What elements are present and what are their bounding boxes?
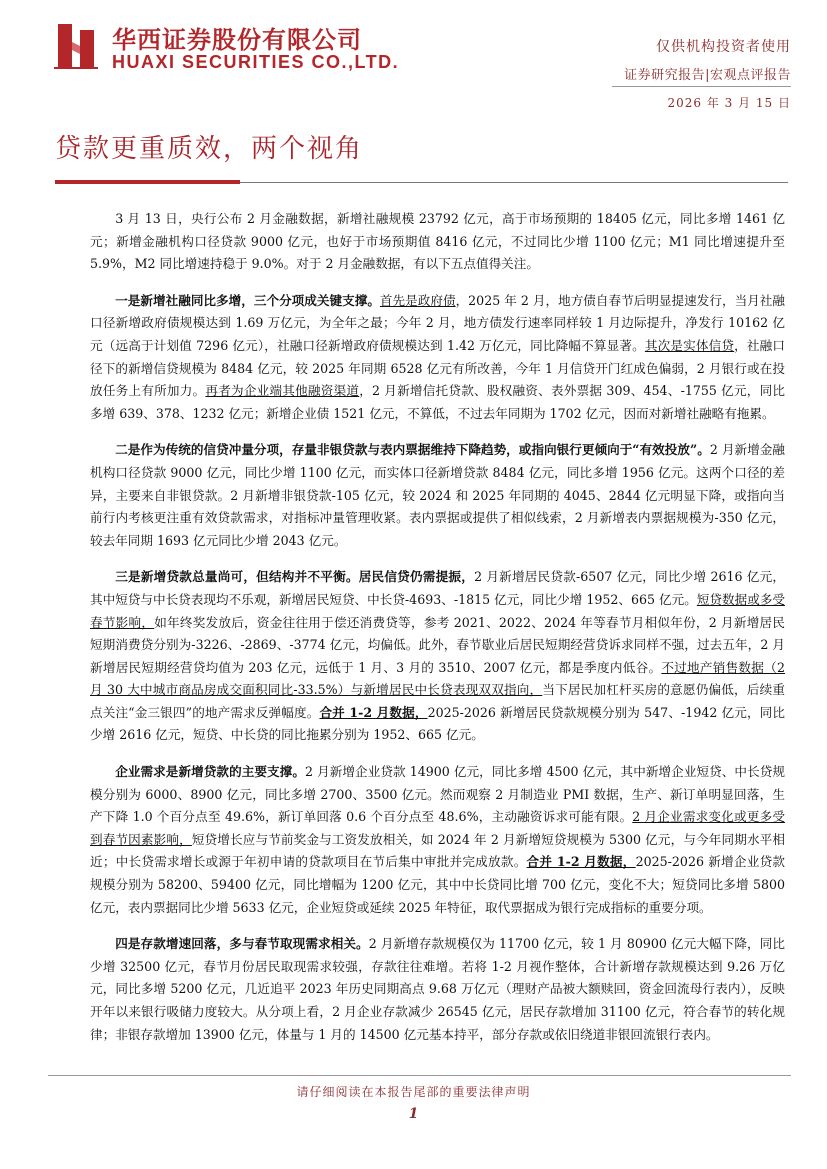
section-3-lead-2: 居民信贷仍需提振， [358, 569, 475, 585]
legal-notice: 请仔细阅读在本报告尾部的重要法律声明 [296, 1085, 531, 1099]
report-body [90, 208, 785, 1060]
section-4-text-2: 短贷增长应与节前奖金与工资发放相关，如 2024 年 2 月新增短贷规模为 5300 亿元，与今年同期水平相近；中长贷需求增长或源于年初申请的贷款项目在节后集中审批并完成放款。 [90, 831, 785, 870]
section-3-underline-2: 不过地产销售数据（2 月 30 大中城市商品房成交面积同比-33.5%）与新增居民中长贷表现双双指向， [90, 659, 786, 698]
section-3-text-1: 2 月新增居民贷款-6507 亿元，同比少增 2616 亿元，其中短贷与中长贷表现均不乐观，新增居民短贷、中长贷-4693、-1815 亿元，同比少增 1952、665 亿元。 [90, 569, 786, 607]
section-3-text-4: 2025-2026 新增居民贷款规模分别为 547、-1942 亿元，同比少增 2616 亿元，短贷、中长贷的同比拖累分别为 1952、665 亿元。 [90, 704, 785, 743]
title-divider [240, 182, 788, 183]
report-title: 贷款更重质效，两个视角 [55, 134, 364, 164]
section-4-underline-1: 2 月企业需求变化或更多受到春节因素影响， [90, 809, 785, 847]
company-name-cn: 华西证券股份有限公司 [112, 26, 362, 54]
page-number: 1 [408, 1106, 419, 1122]
section-1-underline-3: 再者为企业端其他融资渠道 [205, 383, 360, 399]
section-4-lead: 企业需求是新增贷款的主要支撑。 [115, 764, 305, 780]
footer-divider [48, 1075, 791, 1076]
section-3-text-2: 如年终奖发放后，资金往往用于偿还消费贷等，参考 2021、2022、2024 年等春节月相似年份，2 月新增居民短期消费贷分别为-3226、-2869、-3774 亿元，均偏低。此外，春节歇业后居民短期经营贷诉求同样不强，过去五年，2 月新增居民短期经营贷均值为 203 亿元，远低于 1 月、3 月的 3510、2007 亿元，都是季度内低谷。 [90, 614, 785, 675]
section-2-text: 2 月新增金融机构口径贷款 9000 亿元，同比少增 1100 亿元，而实体口径新增贷款 8484 亿元，同比多增 1956 亿元。这两个口径的差异，主要来自非银贷款。2 月新增非银贷款-105 亿元，较 2024 和 2025 年同期的 4045、2844 亿元明显下降，或指向当前行内考核更注重有效贷款需求，对指标冲量管理收紧。表内票据或提供了相似线索，2 月新增表内票据规模为-350 亿元，较去年同期 1693 亿元同比少增 2043 亿元。 [90, 442, 785, 548]
section-2-paragraph [90, 439, 785, 552]
section-2-lead: 二是作为传统的信贷冲量分项，存量非银贷款与表内票据维持下降趋势，或指向银行更倾向于“有效投放”。 [115, 442, 710, 458]
section-1-underline-2: 其次是实体信贷 [644, 337, 735, 353]
header-divider [612, 86, 791, 87]
report-date: 2026 年 3 月 15 日 [667, 96, 791, 110]
section-3-paragraph [90, 566, 785, 747]
section-1-paragraph [90, 290, 785, 426]
section-3-merge-lead: 合并 1-2 月数据， [319, 704, 428, 720]
section-3-underline-1: 短贷数据或多受春节影响， [90, 591, 786, 630]
section-4-text-1: 2 月新增企业贷款 14900 亿元，同比多增 4500 亿元，其中新增企业短贷、中长贷规模分别为 6000、8900 亿元，同比多增 2700、3500 亿元。然而观察 2 月制造业 PMI 数据，生产、新订单明显回落，生产下降 1.0 个百分点至 49.6%，新订单回落 0.6 个百分点至 48.6%，主动融资诉求可能有限。 [90, 764, 785, 825]
investor-disclaimer: 仅供机构投资者使用 [656, 39, 791, 55]
section-1-underline-1: 首先是政府债 [379, 292, 456, 308]
section-4-paragraph [90, 761, 785, 919]
huaxi-logo-icon [50, 20, 102, 72]
section-3-text-3: 当下居民加杠杆买房的意愿仍偏低，后续重点关注“金三银四”的地产需求反弹幅度。 [90, 682, 786, 720]
section-1-lead: 一是新增社融同比多增，三个分项成关键支撑。 [115, 292, 380, 308]
section-5-lead: 四是存款增速回落，多与春节取现需求相关。 [115, 936, 369, 952]
section-1-text-2: ，社融口径下的新增信贷规模为 8484 亿元，较 2025 年同期 6528 亿元有所改善，今年 1 月信贷开门红成色偏弱，2 月银行或在投放任务上有所加力。 [90, 337, 785, 399]
section-3-lead: 三是新增贷款总量尚可，但结构并不平衡。 [115, 569, 359, 585]
section-1-text-3: ，2 月新增信托贷款、股权融资、表外票据 309、454、-1755 亿元，同比多增 639、378、1232 亿元；新增企业债 1521 亿元，不算低，不过去年同期为 1702 亿元，因而对新增社融略有拖累。 [90, 383, 786, 421]
title-accent-bar [55, 180, 240, 184]
company-name-en: HUAXI SECURITIES CO.,LTD. [112, 52, 400, 72]
report-type: 证券研究报告|宏观点评报告 [624, 68, 791, 83]
section-4-merge-lead: 合并 1-2 月数据， [526, 854, 636, 870]
section-5-text: 2 月新增存款规模仅为 11700 亿元，较 1 月 80900 亿元大幅下降，同比少增 32500 亿元，春节月份居民取现需求较强，存款往往难增。若将 1-2 月视作整体，合计新增存款规模达到 9.26 万亿元，同比多增 5200 亿元，几近追平 2023 年历史同期高点 9.68 万亿元（理财产品被大额赎回，资金回流母行表内），反映开年以来银行吸储力度较大。从分项上看，2 月企业存款减少 26545 亿元，居民存款增加 31100 亿元，符合春节的转化规律；非银存款增加 13900 亿元，体量与 1 月的 14500 亿元基本持平，部分存款或依旧绕道非银回流银行表内。 [90, 936, 785, 1042]
section-1-text-1: ，2025 年 2 月，地方债自春节后明显提速发行，当月社融口径新增政府债规模达到 1.69 万亿元，为全年之最；今年 2 月，地方债发行速率同样较 1 月边际提升，净发行 10162 亿元（远高于计划值 7296 亿元），社融口径新增政府债规模达到 1.42 万亿元，同比降幅不算显著。 [90, 292, 785, 353]
report-header [0, 0, 827, 120]
intro-paragraph: 3 月 13 日，央行公布 2 月金融数据，新增社融规模 23792 亿元，高于市场预期的 18405 亿元，同比多增 1461 亿元；新增金融机构口径贷款 9000 亿元，也好于市场预期值 8416 亿元，不过同比少增 1100 亿元；M1 同比增速提升至 5.9%，M2 同比增速持稳于 9.0%。对于 2 月金融数据，有以下五点值得关注。 [90, 211, 785, 272]
section-5-paragraph [90, 933, 785, 1046]
section-4-text-3: 2025-2026 新增企业贷款规模分别为 58200、59400 亿元，同比增幅为 1200 亿元，其中中长贷同比增 700 亿元，变化不大；短贷同比多增 5800 亿元，表内票据同比少增 5633 亿元，企业短贷或延续 2025 年特征，取代票据成为银行完成指标的重要分项。 [90, 854, 786, 915]
